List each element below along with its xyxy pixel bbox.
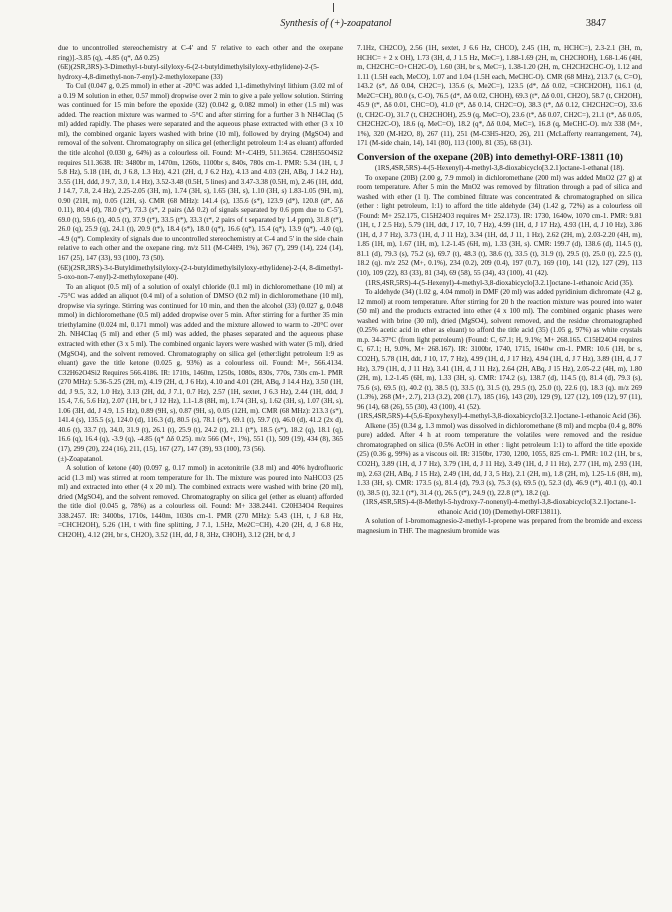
right-column (357, 44, 642, 896)
running-title: Synthesis of (+)-zoapatanol (280, 18, 392, 29)
left-column (58, 44, 343, 896)
paragraph: Alkene (35) (0.34 g, 1.3 mmol) was dissolved in dichloromethane (8 ml) and mcpba (0.4 g, 80% pure) added. After 4 h at room temperature the volatiles were removed and the residue chromatographed on silica (0.5% AcOH in ether : light petroleum 1:1) to afford the title epoxide (25) (0.36 g, 99%) as a viscous oil. IR: 3150br, 1730, 1200, 1055, 825 cm-1. PMR: 10.2 (1H, br s, CO2H), 3.89 (1H, d, J 7 Hz), 3.79 (1H, d, J 11 Hz), 3.49 (1H, d, J 11 Hz), 2.77 (1H, m), 2.93 (1H, m), 2.63 (2H, ABq, J 15 Hz), 2.49 (1H, dd, J 3, 5 Hz), 2.1 (2H, m), 1.8 (2H, m), 1.25-1.6 (8H, m), 1.33 (3H, s). CMR: 173.5 (s), 81.4 (d), 79.3 (s), 75.3 (s), 69.5 (t), 52.3 (d), 46.9 (t*), 40.1 (t), 40.1 (t), 38.5 (t), 32.1 (t*), 31.4 (t), 26.5 (t*), 24.9 (t), 22.8 (t*), 18.2 (q). (357, 421, 642, 497)
paragraph: 7.1Hz, CH2CO), 2.56 (1H, sextet, J 6.6 Hz, CHCO), 2.45 (1H, m, HCHC=), 2.3-2.1 (3H, m, HCHC= + 2 x OH), 1.73 (3H, d, J 1.5 Hz, MeC=), 1.88-1.69 (2H, m, CH2CHOH), 1.68-1.46 (4H, m, CH2CHC=O+CH2C-O), 1.60 (3H, br s, MeC=), 1.38-1.20 (2H, m, CH2CH2CHC-O), 1.12 and 1.11 (1.5H each, MeCO), 1.07 and 1.04 (1.5H each, MeCHC-O). CMR (68 MHz), 213.7 (s, C=O), 143.2 (s*, Δδ 0.04, CH2C=), 135.6 (s, Me2C=), 123.5 (d*, Δδ 0.02, =CHCH2OH), 116.1 (d, Me2C=CH), 80.0 (s, C-O), 76.5 (d*, Δδ 0.02, CHOH), 69.3 (t*, Δδ 0.01, CH2O), 58.7 (t, CH2OH), 45.9 (t*, Δδ 0.01, CHC=O), 41.0 (t*, Δδ 0.14, CH2C=O), 38.3 (t*, Δδ 0.12, CH2CH2C=O), 33.6 (t, CH2C-O), 31.7 (t, CH2CHOH), 25.9 (q, MeC=O), 23.6 (t*, Δδ 0.07, CH2C=), 21.1 (t*, Δδ 0.05, CH2CH2C-O), 18.6 (q, MeC=O), 18.2 (q*, Δδ 0.04, MeC=), 16.8 (q, MeCHC-O). m/z 338 (M+, 1%), 320 (M-H2O, 8), 267 (11), 251 (M-C3H5-H2O, 26), 211 (McLafferty rearrangement, 74), 171 (M-side chain, 14), 141 (80), 113 (100), 81 (35), 68 (31). (357, 44, 642, 148)
paragraph: due to uncontrolled stereochemistry at C-4' and 5' relative to each other and the oxepane ring)].-3.85 (q), -4.85 (q*, Δδ 0.25) (58, 44, 343, 62)
section-heading: Conversion of the oxepane (20B) into demethyl-ORF-13811 (10) (357, 152, 623, 164)
paragraph: A solution of 1-bromomagnesio-2-methyl-1-propene was prepared from the bromide and excess magnesium in THF. The magnesium bromide was (357, 517, 642, 535)
paragraph: (1RS,4SR,5RS)-4-(8-Methyl-5-hydroxy-7-nonenyl)-4-methyl-3,8-dioxabicyclo[3.2.1]octane-1-ethanoic Acid (10) (Demethyl-ORF13811). (362, 498, 637, 516)
page-number: 3847 (586, 18, 606, 29)
paragraph: (6E)(2SR,3RS)-3-t-Butyldimethylsilyloxy-(2-t-butyldimethylsilyloxy-ethylidene)-2-(4, 8-dimethyl-5-oxo-non-7-enyl)-2-methyloxepane (40). (58, 263, 343, 282)
paragraph: (1RS,4SR,5RS)-4-(5-Hexenyl)-4-methyl-3,8-dioxabicyclo[3.2.1]octane-1-ethanal (18). (374, 164, 625, 173)
page-header (0, 18, 672, 32)
paragraph: (1RS,4SR,5RS)-4-(5-Hexenyl)-4-methyl-3,8-dioxabicyclo[3.2.1]octane-1-ethanoic Acid (35). (365, 278, 634, 287)
paragraph: To aldehyde (34) (1.02 g, 4.04 mmol) in DMF (20 ml) was added pyridinium dichromate (4.2 g, 12 mmol) at room temperature. After stirring for 20 h the reaction mixture was poured into water (50 ml) and the products extracted into ether (4 x 100 ml). The combined organic phases were washed with brine (30 ml), dried (MgSO4), solvent removed, and the residue chromatographed (0.25% acetic acid in ether as eluant) to afford the title acid (35) (1.05 g, 97%) as white crystals m.p. 34-37°C (from light petroleum) (Found: C, 67.1; H, 9.1%; M+ 268.165. C15H24O4 requires C, 67.1; H, 9.0%, M+ 268.167). IR: 3100br, 1740, 1715, 1640w cm-1. PMR: 10.6 (1H, br s, CO2H), 5.78 (1H, ddt, J 10, 17, 7 Hz), 4.99 (1H, d, J 17 Hz), 4.94 (1H, d, J 7 Hz), 3.89 (1H, d, J 7 Hz), 3.79 (1H, d, J 11 Hz), 3.41 (1H, d, J 11 Hz), 2.64 (2H, ABq, J 15 Hz), 2.05-2.2 (4H, m), 1.80 (2H, m), 1.2-1.45 (6H, m), 1.33 (3H, s). CMR: 174.2 (s), 138.7 (d), 114.5 (t), 81.4 (d), 79.3 (s), 75.6 (s), 69.5 (t), 40.2 (t), 38.5 (t), 33.5 (t), 31.5 (t), 29.5 (t), 25.0 (t), 22.6 (t), 18.3 (q). m/z 269 (1.3%), 268 (M+, 2.7), 213 (3.2), 208 (1.7), 185 (16), 143 (20), 129 (9), 127 (12), 109 (12), 97 (11), 96 (14), 68 (26), 55 (30), 43 (100), 41 (52). (357, 288, 642, 411)
paragraph: (6E)(2SR,3RS)-3-Dimethyl-t-butyl-silyloxy-6-(2-t-butyldimethylsilyloxy-ethylidene)-2-(5-hydroxy-4,8-dimethyl-non-7-enyl)-2-methyloxepane (33) (58, 63, 320, 81)
paragraph: To an aliquot (0.5 ml) of a solution of oxalyl chloride (0.1 ml) in dichloromethane (10 ml) at -75°C was added an aliquot (0.4 ml) of a solution of DMSO (0.2 ml) in dichloromethane (10 ml), dropwise via syringe. Stirring was continued for 10 min, and then the alcohol (33) (0.027 g, 0.048 mmol) in dichloromethane (0.5 ml) added dropwise over 5 min. After stirring for a further 35 min triethylamine (0.024 ml, 0.171 mmol) was added and the mixture allowed to warm to -20°C over 2h. NH4Claq (5 ml) and ether (5 ml) was added, the phases separated and the aqueous phase extracted with ether (3 x 5 ml). The combined organic layers were washed with water (5 ml), dried (MgSO4), and the solvent removed. Chromatography on silica gel (ether:light petroleum 1:9 as eluant) gave the title ketone (0.025 g, 93%) as a colourless oil. Found: M+, 566.4134. C32H62O4Si2 Requires 566.4186. IR: 1710s, 1460m, 1250s, 1080s, 830s, 770s, 730s cm-1. PMR (270 MHz): 5.36-5.25 (2H, m), 4.19 (2H, d, J 6 Hz), 4.10 and 4.01 (2H, ABq, J 14.4 Hz), 3.50 (1H, dd, J 9.5, 3.2, 1.0 Hz), 3.13 (2H, dd, J 7.1, 0.7 Hz), 2.57 (1H, sextet, J 6.3 Hz), 2.44 (1H, ddd, J 15.4, 7.6, 5.6 Hz), 2.07 (1H, br t, J 12 Hz), 1.1-1.8 (8H, m), 1.74 (3H, s), 1.62 (3H, s), 1.07 (3H, s), 1.06 (3H, dd, J 4.9, 1.5 Hz), 0.89 (9H, s), 0.87 (9H, s), 0.05 (12H, m). CMR (68 MHz): 213.3 (s*), 141.4 (s), 135.5 (s), 124.0 (d), 116.3 (d), 80.5 (s), 78.1 (s*), 69.1 (t), 59.7 (t), 46.0 (d), 41.2 (2x d), 40.6 (t), 33.7 (t), 34.0, 31.9 (t), 26.1 (t), 25.9 (t), 24.2 (t), 21.1 (t*), 18.5 (s*), 18.2 (q), 18.1 (q), 16.6 (q), 16.4 (q), -3.9 (q), -4.85 (q* Δδ 0.25). m/z 566 (M+, 1%), 551 (1), 509 (19), 434 (8), 365 (17), 299 (20), 224 (16), 211, (15), 167 (27), 147 (39), 93 (100), 73 (56). (58, 282, 343, 453)
paragraph: (1RS,4SR,5RS)-4-(5,6-Epoxyhexyl)-4-methyl-3,8-dioxabicyclo[3.2.1]octane-1-ethanoic Acid (36). (357, 412, 642, 421)
paragraph: To CuI (0.047 g, 0.25 mmol) in ether at -20°C was added 1,1-dimethylvinyl lithium (3.02 ml of a 0.19 M solution in ether, 0.57 mmol) dropwise over 2 min to give a pale yellow solution. Stirring was continued for 15 min before the epoxide (32) (0.042 g, 0.082 mmol) in ether (1.5 ml) was added. The reaction mixture was warmed to -5°C and after stirring for a further 3 h NH4Claq (5 ml) added rapidly. The phases were separated and the aqueous phase extracted with ether (3 x 10 ml), the combined organic layers washed with brine (10 ml), followed by drying (MgSO4) and removal of the solvent. Chromatography on silica gel (ether:light petroleum 1:4 as eluant) afforded the title alcohol (0.030 g, 64%) as a colourless oil. Found: M+-C4H9, 511.3654. C28H55O4Si2 requires 511.3638. IR: 3480br m, 1470m, 1260s, 1100br s, 840s, 780s cm-1. PMR: 5.34 (1H, t, J 5.8 Hz), 5.18 (1H, dt, J 6.8, 1.3 Hz), 4.21 (2H, d, J 6.2 Hz), 4.13 and 4.03 (2H, ABq, J 14.2 Hz), 3.55 (1H, ddd, J 9.7, 3.0, 1.4 Hz), 3.52-3.48 (0.5H, 5 lines) and 3.47-3.38 (0.5H, m), 2.46 (1H, ddd, J 14.7, 7.8, 2.4 Hz), 2.25-2.05 (3H, m), 1.74 (3H, s), 1.65 (3H, s), 1.10 (3H, s) 1.83-1.05 (9H, m), 0.90 (21H, m), 0.05 (12H, s). CMR (68 MHz): 141.4 (s), 135.6 (s*), 123.9 (d*), 120.8 (d*, Δδ 0.11), 80.4 (d), 78.0 (s*), 73.3 (s*, 2 pairs (Δδ 0.2) of signals separated by 0.6 ppm due to C-5'), 69.0 (t), 59.6 (t), 40.5 (t), 37.9 (t*), 33.5 (t*), 33.3 (t*, 2 pairs of t separated by 1.4 ppm), 31.8 (t*), 26.0 (q), 25.9 (q), 24.1 (t), 20.9 (t*), 18.4 (s*), 18.0 (q*), 16.6 (q*), 15.4 (q*), 13.9 (q*), -4.0 (q), -4.9 (q*). Complexity of signals due to uncontrolled stereochemistry at C-4 and 5' in the side chain relative to each other and the oxepane ring. m/z 511 (M-C4H9, 1%), 367 (7), 299 (14), 224 (14), 167 (25), 147 (33), 93 (100), 73 (50). (58, 82, 343, 263)
paragraph: To oxepane (20B) (2.00 g, 7.9 mmol) in dichloromethane (200 ml) was added MnO2 (27 g) at room temperature. After 5 min the MnO2 was removed by filtration through a pad of silica and washed with ether (1 l). The combined filtrate was concentrated & chromatographed on silica (ether : light petroleum, 1:1) to afford the title aldehyde (34) (1.42 g, 72%) as a colourless oil (Found: M+ 252.175, C15H24O3 requires M+ 252.173). IR: 1730, 1640w, 1070 cm-1. PMR: 9.81 (1H, t, J 2.5 Hz), 5.79 (1H, ddt, J 17, 10, 7 Hz), 4.99 (1H, d, J 17 Hz), 4.93 (1H, d, J 10 Hz), 3.86 (1H, d, J 7 Hz), 3.73 (1H, d, J 11 Hz), 3.34 (1H, dd, J 11, 1 Hz), 2.62 (2H, m), 2.03-2.20 (4H, m), 1.85 (1H, m), 1.67 (1H, m), 1.2-1.45 (6H, m), 1.33 (3H, s). CMR: 199.7 (d), 138.6 (d), 114.5 (t), 81.1 (d), 79.3 (s), 75.2 (s), 69.7 (t), 48.3 (t), 38.6 (t), 33.5 (t), 31.9 (t), 29.5 (t), 25.0 (t), 22.5 (t), 18.2 (q). m/z 252 (M+, 0.1%), 234 (0.2), 209 (0.4), 197 (0.7), 169 (10), 141 (12), 127 (29), 113 (10), 109 (22), 83 (33), 81 (34), 69 (58), 55 (34), 43 (100), 41 (42). (357, 173, 642, 278)
top-margin-mark (333, 3, 334, 12)
paragraph: (±)-Zoapatanol. (58, 454, 103, 463)
paragraph: A solution of ketone (40) (0.097 g, 0.17 mmol) in acetonitrile (3.8 ml) and 40% hydrofluoric acid (1.3 ml) was stirred at room temperature for 1h. The mixture was poured into NaHCO3 (25 ml) and extracted into ether (4 x 20 ml). The combined extracts were washed with brine (20 ml), dried (MgSO4), and the solvent removed. Chromatography on silica gel (ether as eluant) afforded the title diol (0.045 g, 78%) as a colourless oil. Found: M+ 338.2441. C20H34O4 Requires 338.2457. IR: 3400bs, 1710s, 1440m, 1030s cm-1. PMR (270 MHz): 5.43 (1H, t, J 6.8 Hz, =CHCH2OH), 5.26 (1H, t with fine splitting, J 7.1, 1.5Hz, Me2C=CH), 4.20 (2H, d, J 6.8 Hz, CH2OH), 4.12 (2H, br s, CH2O), 3.52 (1H, dd, J 8, 3Hz, CHOH), 3.12 (2H, br d, J (58, 464, 343, 539)
